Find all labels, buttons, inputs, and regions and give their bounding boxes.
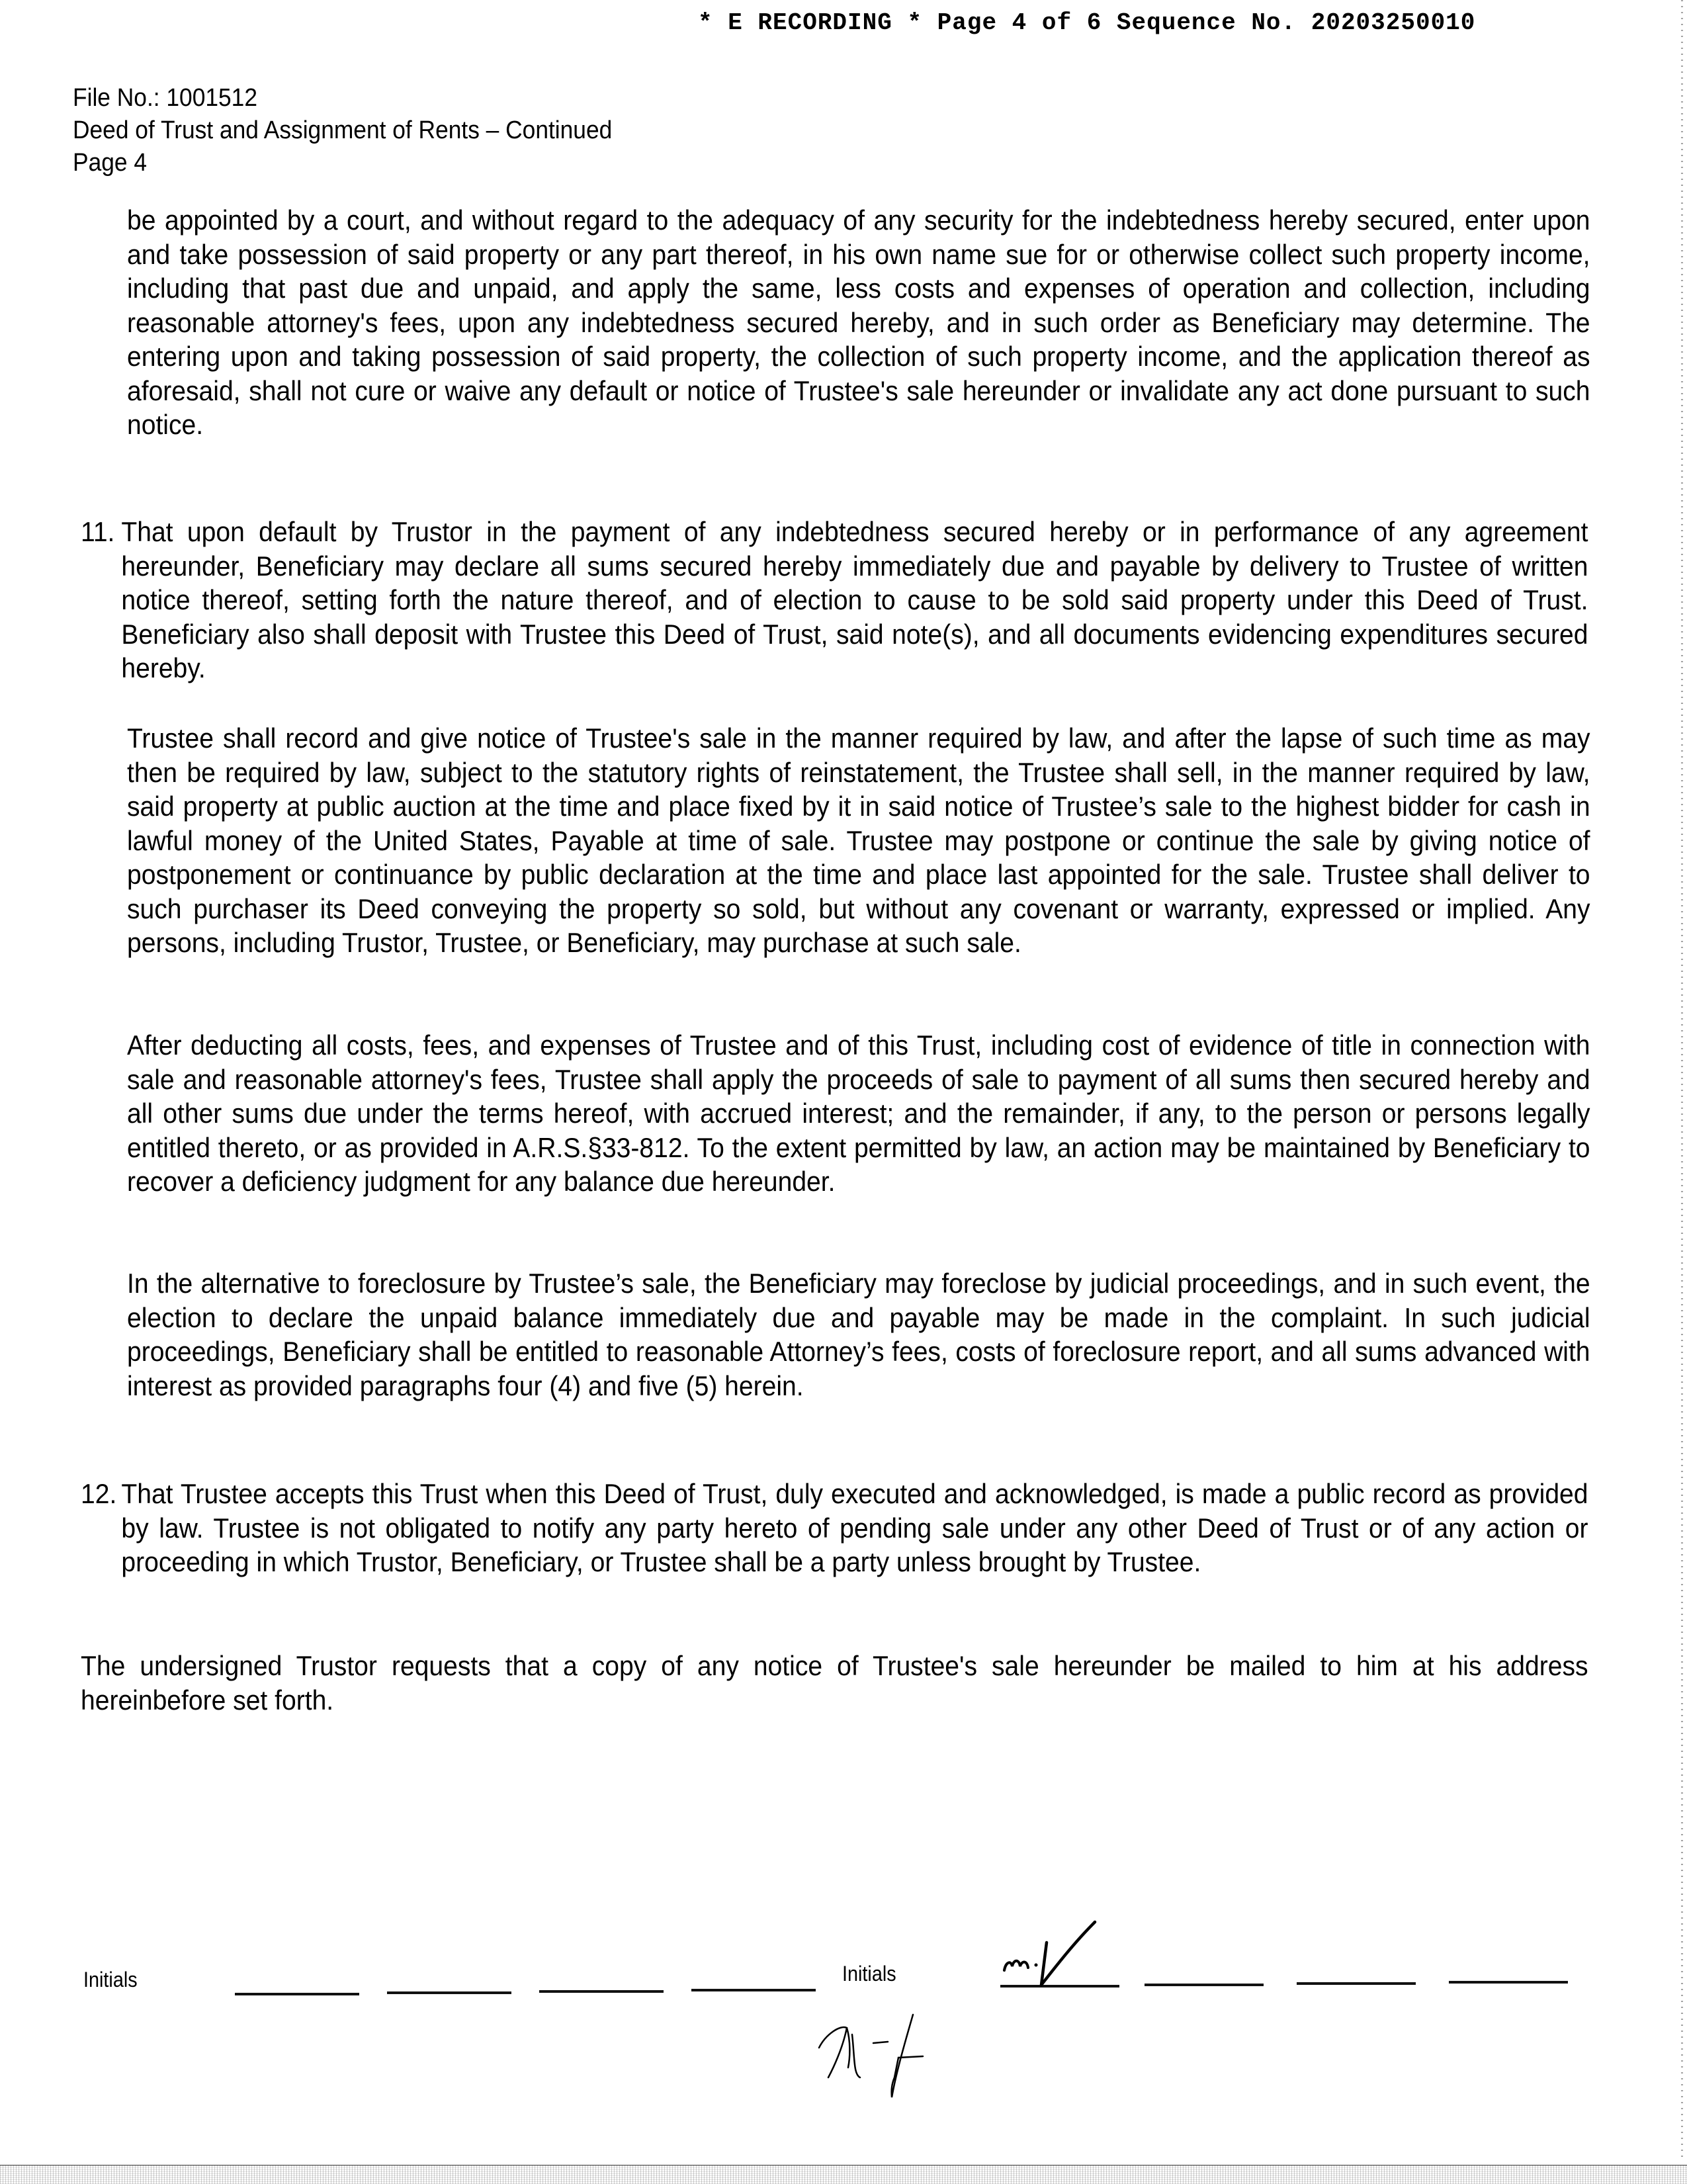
initials-label-right: Initials [842,1962,896,1986]
paragraph-11 [81,515,1588,685]
file-number: File No.: 1001512 [73,84,257,112]
handwritten-initials-mv [992,1919,1164,1991]
recording-header: * E RECORDING * Page 4 of 6 Sequence No. 20203250010 [698,9,1476,36]
page-number: Page 4 [73,149,148,177]
paragraph-text: That Trustee accepts this Trust when this Deed of Trust, duly executed and acknowledged, is made a public record as provided by law. Trustee is not obligated to notify any party hereto of pending sale under any other Deed of Trust or of any action or proceeding in which Trustor, Beneficiary, or Trustee shall be a party unless brought by Trustee. [121,1478,1588,1577]
paragraph-10-continued: be appointed by a court, and without regard to the adequacy of any security for the indebtedness hereby secured, enter upon and take possession of said property or any part thereof, in his own name sue for or otherwise collect such property income, including that past due and unpaid, and apply the same, less costs and expenses of operation and collection, including reasonable attorney's fees, upon any indebtedness secured hereby, and in such order as Beneficiary may determine. The entering upon and taking possession of said property, the collection of such property income, and the application thereof as aforesaid, shall not cure or waive any default or notice of Trustee's sale hereunder or invalidate any act done pursuant to such notice. [127,204,1590,440]
paragraph-11-proceeds: After deducting all costs, fees, and expenses of Trustee and of this Trust, including cost of evidence of title in connection with sale and reasonable attorney's fees, Trustee shall apply the proceeds of sale to payment of all sums then secured hereby and all other sums due under the terms hereof, with accrued interest; and the remainder, if any, to the person or persons legally entitled thereto, or as provided in A.R.S.§33-812. To the extent permitted by law, an action may be maintained by Beneficiary to recover a deficiency judgment for any balance due hereunder. [127,1029,1590,1197]
initials-blank[interactable] [1297,1982,1416,1985]
file-header [73,82,612,179]
trustor-notice-request: The undersigned Trustor requests that a copy of any notice of Trustee's sale hereunder be mailed to him at his address hereinbefore set forth. [81,1650,1588,1716]
initials-blank[interactable] [1449,1981,1568,1984]
handwritten-initials-mf [814,2011,946,2104]
document-title: Deed of Trust and Assignment of Rents – Continued [73,116,613,144]
paragraph-12 [81,1477,1588,1579]
initials-blank[interactable] [539,1990,664,1993]
paragraph-text: That upon default by Trustor in the payment of any indebtedness secured hereby or in performance of any agreement hereunder, Beneficiary may declare all sums secured hereby immediately due and payable by delivery to Trustee of written notice thereof, setting forth the nature thereof, and of election to cause to be sold said property under this Deed of Trust. Beneficiary also shall deposit with Trustee this Deed of Trust, said note(s), and all documents evidencing expenditures secured hereby. [121,516,1588,683]
initials-label-left: Initials [83,1968,138,1991]
initials-blank[interactable] [387,1991,511,1994]
initials-blank[interactable] [235,1993,359,1995]
scan-artifact-bottom [0,2165,1687,2184]
paragraph-number: 12. [81,1478,117,1509]
scan-artifact-right [1681,0,1683,2157]
paragraph-number: 11. [81,516,115,547]
paragraph-11-trustee-sale: Trustee shall record and give notice of Trustee's sale in the manner required by law, and after the lapse of such time as may then be required by law, subject to the statutory rights of reinstatement, the Trustee shall sell, in the manner required by law, said property at public auction at the time and place fixed by it in said notice of Trustee’s sale to the highest bidder for cash in lawful money of the United States, Payable at time of sale. Trustee may postpone or continue the sale by giving notice of postponement or continuance by public declaration at the time and place last appointed for the sale. Trustee shall deliver to such purchaser its Deed conveying the property so sold, but without any covenant or warranty, expressed or implied. Any persons, including Trustor, Trustee, or Beneficiary, may purchase at such sale. [127,722,1590,958]
paragraph-11-judicial-foreclosure: In the alternative to foreclosure by Trustee’s sale, the Beneficiary may foreclose by judicial proceedings, and in such event, the election to declare the unpaid balance immediately due and payable may be made in the complaint. In such judicial proceedings, Beneficiary shall be entitled to reasonable Attorney’s fees, costs of foreclosure report, and all sums advanced with interest as provided paragraphs four (4) and five (5) herein. [127,1268,1590,1401]
initials-blank[interactable] [691,1989,816,1991]
